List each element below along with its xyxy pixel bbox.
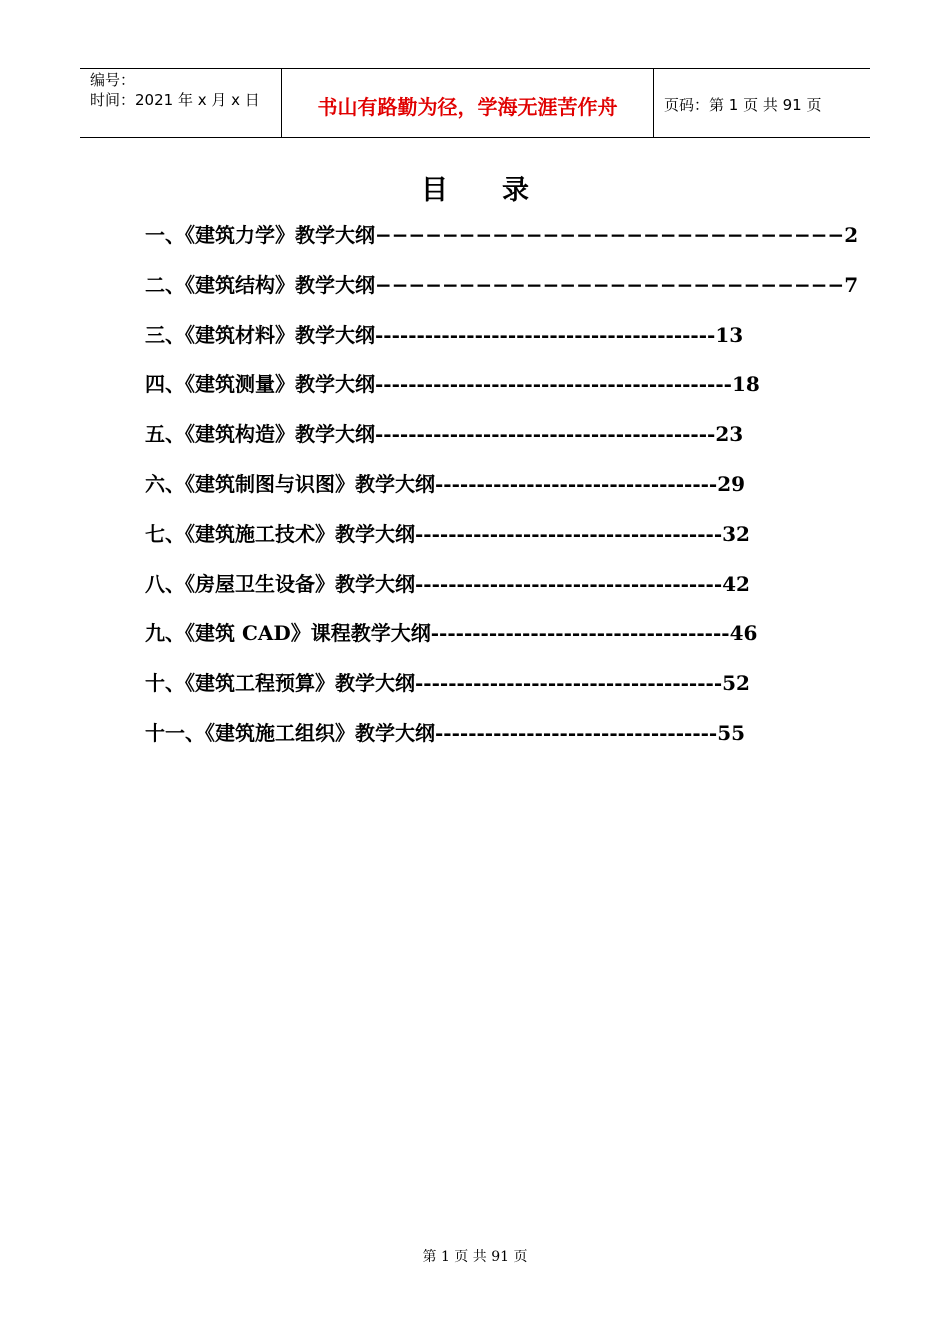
toc-entry-label: 八、《房屋卫生设备》教学大纲 — [145, 571, 415, 596]
toc-entry[interactable] — [145, 218, 858, 268]
document-header — [80, 68, 870, 138]
toc-entry-page: 46 — [729, 621, 758, 646]
header-motto-cell — [282, 69, 654, 137]
toc-entry-page: 13 — [715, 322, 744, 347]
toc-entry[interactable] — [145, 616, 858, 666]
toc-entry-leader: ------------------------------------- — [415, 521, 723, 546]
toc-entry-label: 六、《建筑制图与识图》教学大纲 — [145, 471, 435, 496]
toc-entry-leader: −−−−−−−−−−−−−−−−−−−−−−−−−−−− — [375, 223, 845, 247]
toc-entry-page: 23 — [715, 422, 744, 447]
toc-entry-page: 55 — [717, 720, 746, 745]
header-motto: 书山有路勤为径，学海无涯苦作舟 — [317, 95, 618, 119]
toc-title: 目录 — [421, 175, 583, 206]
toc-entry-label: 三、《建筑材料》教学大纲 — [145, 322, 375, 347]
toc-entry-label: 五、《建筑构造》教学大纲 — [145, 422, 375, 447]
toc-entry[interactable] — [145, 567, 858, 617]
toc-entry-leader: ---------------------------------- — [435, 720, 718, 745]
document-date: 时间：2021 年 x 月 x 日 — [90, 91, 260, 109]
toc-entry-leader: ------------------------------------ — [430, 621, 730, 646]
toc-entry[interactable] — [145, 318, 858, 368]
toc-entry[interactable] — [145, 517, 858, 567]
toc-entry-leader: ------------------------------------- — [415, 571, 723, 596]
toc-entry-leader: ------------------------------------- — [415, 671, 723, 696]
header-page-cell — [654, 69, 870, 137]
page-footer: 第 1 页 共 91 页 — [422, 1249, 528, 1265]
toc-entry[interactable] — [145, 417, 858, 467]
document-number-label: 编号： — [90, 71, 136, 89]
toc-entry-label: 十、《建筑工程预算》教学大纲 — [145, 671, 415, 696]
toc-entry-leader: ------------------------------------------- — [375, 372, 732, 397]
toc-entry-page: 52 — [722, 671, 750, 696]
toc-entry-page: 7 — [844, 272, 859, 297]
toc-entry[interactable] — [145, 268, 858, 318]
toc-entry-label: 七、《建筑施工技术》教学大纲 — [145, 521, 415, 546]
toc-entry[interactable] — [145, 367, 858, 417]
toc-entry-label: 一、《建筑力学》教学大纲 — [145, 223, 375, 247]
toc-entry[interactable] — [145, 716, 858, 766]
toc-entry-leader: ----------------------------------------- — [375, 322, 716, 347]
toc-entry-page: 32 — [722, 521, 750, 546]
toc-entry-page: 18 — [731, 372, 760, 397]
toc-entry-label: 四、《建筑测量》教学大纲 — [145, 372, 375, 397]
table-of-contents — [145, 218, 858, 766]
toc-entry-page: 29 — [717, 471, 746, 496]
toc-entry-label: 二、《建筑结构》教学大纲 — [145, 272, 375, 297]
toc-entry[interactable] — [145, 467, 858, 517]
toc-entry-label: 十一、《建筑施工组织》教学大纲 — [145, 720, 435, 745]
toc-entry-page: 42 — [722, 571, 750, 596]
toc-entry-leader: ----------------------------------------- — [375, 422, 716, 447]
header-page-info: 页码：第 1 页 共 91 页 — [664, 96, 822, 114]
header-info-cell — [80, 69, 282, 137]
toc-entry-leader: −−−−−−−−−−−−−−−−−−−−−−−−−−−− — [375, 272, 845, 297]
toc-entry-leader: ---------------------------------- — [435, 471, 718, 496]
toc-entry[interactable] — [145, 666, 858, 716]
toc-entry-page: 2 — [844, 223, 859, 247]
toc-entry-label: 九、《建筑 CAD》课程教学大纲 — [145, 621, 431, 646]
